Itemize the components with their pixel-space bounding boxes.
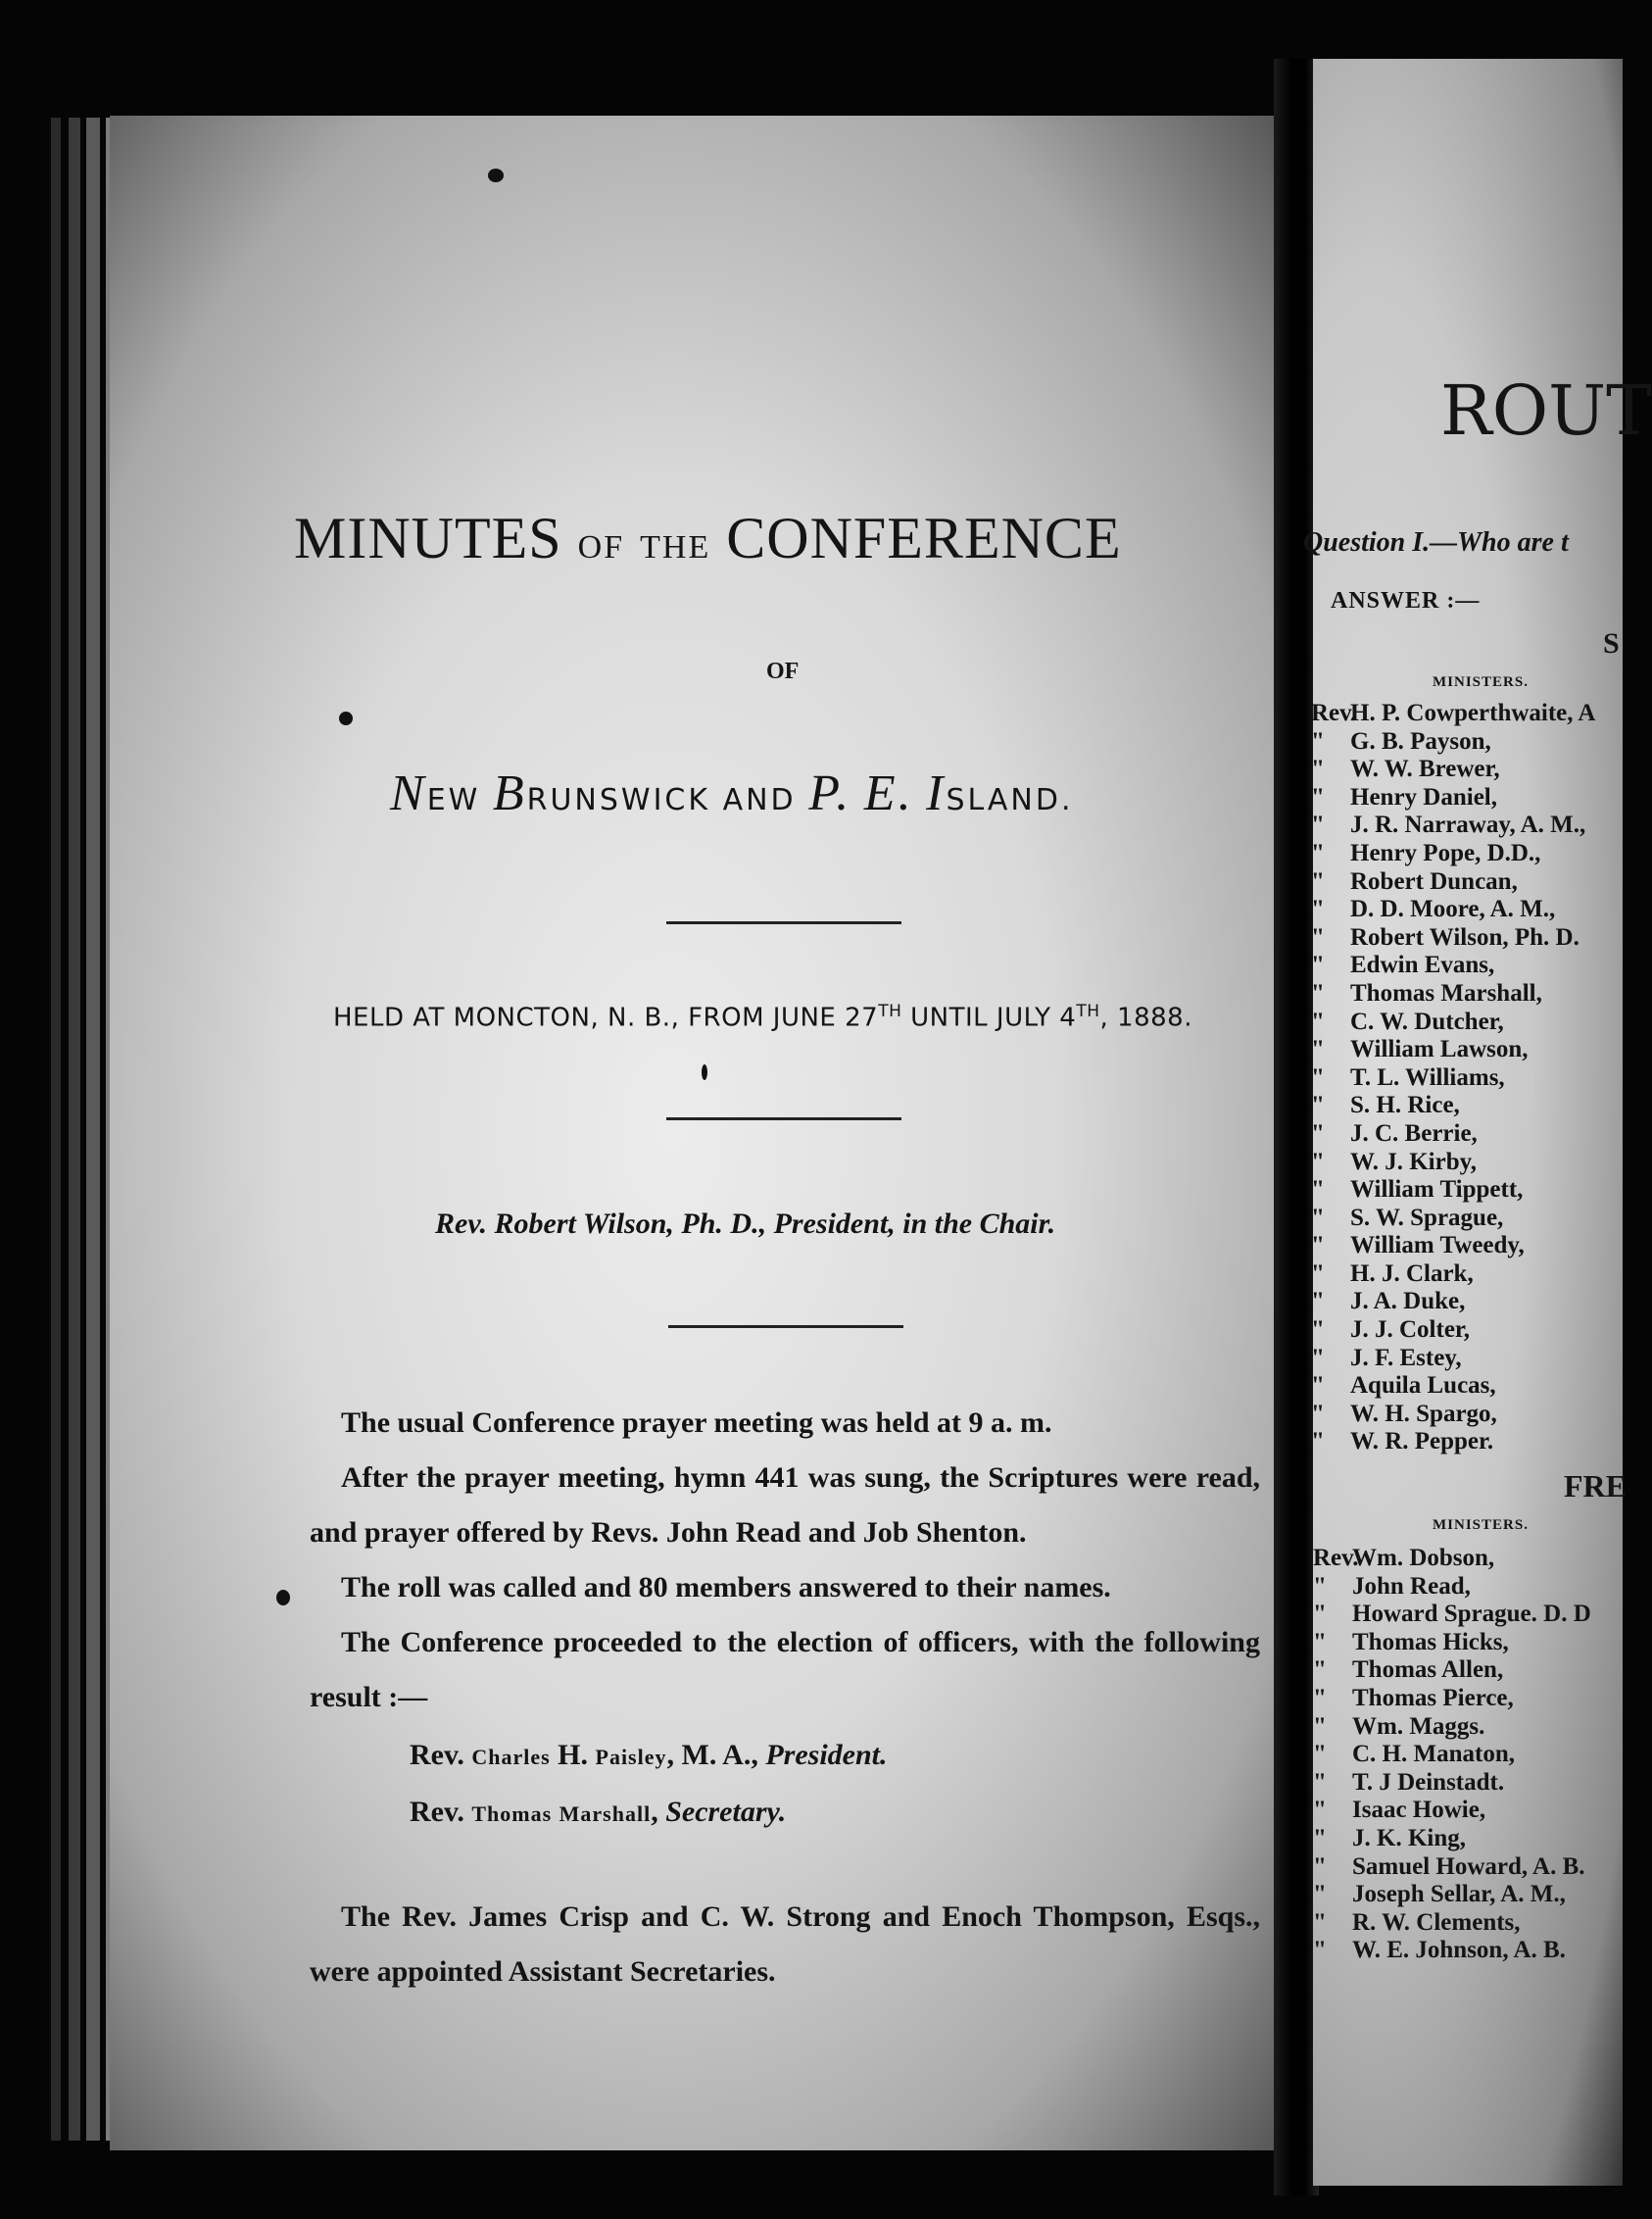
held-sup-b: TH <box>1076 1002 1100 1021</box>
name-prefix: " <box>1311 979 1325 1007</box>
name-prefix: " <box>1311 1063 1325 1091</box>
list-item <box>1313 1769 1591 1798</box>
minister-name: William Tweedy, <box>1350 1232 1525 1259</box>
list-item <box>1311 1345 1595 1373</box>
list-item <box>1311 1092 1595 1120</box>
name-prefix: " <box>1311 812 1325 839</box>
ministers-list <box>1311 700 1595 1456</box>
minister-name: J. K. King, <box>1352 1824 1466 1851</box>
name-prefix: " <box>1311 952 1325 979</box>
minister-name: William Tippett, <box>1350 1176 1524 1204</box>
minister-name: Joseph Sellar, A. M., <box>1352 1881 1566 1908</box>
officer-rev: Rev. <box>410 1796 464 1828</box>
title-word-the: THE <box>640 529 711 566</box>
officer-surname: Marshall <box>559 1801 652 1826</box>
minister-name: Thomas Marshall, <box>1350 979 1542 1007</box>
list-item <box>1311 1260 1595 1289</box>
region-initial-e: E. <box>863 765 914 821</box>
name-prefix: " <box>1313 1937 1327 1964</box>
name-prefix: Rev. <box>1313 1545 1359 1571</box>
minister-name: Edwin Evans, <box>1350 952 1495 979</box>
divider-rule <box>668 1325 903 1328</box>
list-item <box>1311 1372 1595 1401</box>
chair-line: Rev. Robert Wilson, Ph. D., President, in the Chair. <box>435 1208 1056 1240</box>
officer-name: Thomas <box>471 1801 553 1826</box>
minister-name: Robert Duncan, <box>1350 867 1518 895</box>
officer-role: President. <box>765 1739 888 1771</box>
title-region <box>390 764 1074 822</box>
region-word-runswick: RUNSWICK <box>526 783 711 817</box>
minister-name: G. B. Payson, <box>1350 727 1491 755</box>
list-item <box>1311 812 1595 840</box>
name-prefix: " <box>1311 1232 1325 1259</box>
list-item <box>1311 952 1595 980</box>
region-word-ew: EW <box>426 783 481 817</box>
minister-name: C. H. Manaton, <box>1352 1741 1515 1768</box>
region-initial-b: B <box>492 765 527 821</box>
question-line: Question I.—Who are t <box>1303 527 1569 558</box>
minister-name: W. E. Johnson, A. B. <box>1352 1937 1566 1964</box>
list-item <box>1311 1232 1595 1260</box>
paragraph-assistant-secretaries: The Rev. James Crisp and C. W. Strong and Enoch Thompson, Esqs., were appointed Assistant Secretaries. <box>310 1900 1260 1988</box>
minister-name: Henry Pope, D.D., <box>1350 839 1541 866</box>
page-title <box>294 505 1122 572</box>
name-prefix: " <box>1313 1684 1327 1711</box>
officer-president <box>410 1739 888 1772</box>
minister-name: Aquila Lucas, <box>1350 1372 1496 1400</box>
name-prefix: " <box>1311 923 1325 951</box>
officer-degree: , M. A., <box>666 1739 766 1771</box>
name-prefix: " <box>1311 1344 1325 1371</box>
minister-name: Isaac Howie, <box>1352 1797 1486 1824</box>
minister-name: John Read, <box>1352 1572 1471 1600</box>
ink-speck <box>339 712 353 725</box>
name-prefix: " <box>1313 1712 1327 1740</box>
name-prefix: " <box>1311 1148 1325 1175</box>
minister-name: T. L. Williams, <box>1350 1063 1505 1091</box>
list-item <box>1311 840 1595 868</box>
list-item <box>1311 868 1595 897</box>
minister-name: William Lawson, <box>1350 1036 1529 1063</box>
list-item <box>1313 1825 1591 1853</box>
officer-secretary: Rev. Thomas Marshall, Secretary. <box>410 1796 787 1828</box>
minister-name: W. R. Pepper. <box>1350 1428 1494 1455</box>
minister-name: T. J Deinstadt. <box>1352 1768 1505 1796</box>
list-item <box>1313 1545 1591 1573</box>
name-prefix: " <box>1311 783 1325 811</box>
ink-speck <box>702 1064 707 1080</box>
paragraph-hymn: After the prayer meeting, hymn 441 was sung, the Scriptures were read, and prayer offered by Revs. John Read and Job Shenton. <box>310 1461 1260 1549</box>
section-letter: S <box>1603 627 1620 660</box>
list-item <box>1311 728 1595 757</box>
minister-name: Howard Sprague. D. D <box>1352 1601 1591 1628</box>
list-item <box>1311 1401 1595 1429</box>
list-item <box>1311 1120 1595 1149</box>
name-prefix: " <box>1311 1372 1325 1400</box>
name-prefix: " <box>1311 896 1325 923</box>
name-prefix: " <box>1311 839 1325 866</box>
name-prefix: " <box>1313 1881 1327 1908</box>
list-item <box>1313 1685 1591 1713</box>
list-item <box>1311 1176 1595 1205</box>
ministers-heading: MINISTERS. <box>1433 1517 1529 1533</box>
list-item <box>1313 1629 1591 1657</box>
held-at-line <box>333 1002 1192 1033</box>
ink-speck <box>276 1590 290 1605</box>
list-item <box>1311 980 1595 1009</box>
name-prefix: " <box>1313 1656 1327 1684</box>
minister-name: Thomas Pierce, <box>1352 1684 1514 1711</box>
minister-name: C. W. Dutcher, <box>1350 1008 1504 1035</box>
list-item <box>1311 784 1595 813</box>
title-word-of: OF <box>577 529 625 566</box>
name-prefix: " <box>1311 1259 1325 1287</box>
title-word-conference: CONFERENCE <box>726 506 1122 570</box>
name-prefix: " <box>1313 1797 1327 1824</box>
officer-name: Charles <box>471 1745 551 1769</box>
held-text-c: , 1888. <box>1099 1003 1192 1033</box>
minister-name: Wm. Maggs. <box>1352 1712 1485 1740</box>
name-prefix: " <box>1313 1741 1327 1768</box>
minister-name: Thomas Allen, <box>1352 1656 1504 1684</box>
minister-name: J. A. Duke, <box>1350 1288 1466 1315</box>
minister-name: H. P. Cowperthwaite, A <box>1350 700 1596 726</box>
minister-name: Wm. Dobson, <box>1352 1545 1495 1571</box>
book-edge <box>69 118 80 2141</box>
minister-name: S. H. Rice, <box>1350 1092 1460 1119</box>
name-prefix: " <box>1311 1036 1325 1063</box>
name-prefix: " <box>1311 1204 1325 1231</box>
list-item <box>1311 1009 1595 1037</box>
list-item <box>1311 1036 1595 1064</box>
name-prefix: " <box>1311 1119 1325 1147</box>
name-prefix: " <box>1313 1852 1327 1880</box>
book-edge <box>86 118 100 2141</box>
officer-surname: Paisley <box>595 1745 667 1769</box>
title-connector: OF <box>766 659 800 684</box>
paragraph-prayer-meeting: The usual Conference prayer meeting was held at 9 a. m. <box>341 1406 1052 1439</box>
minister-name: W. W. Brewer, <box>1350 756 1500 783</box>
list-item <box>1311 924 1595 953</box>
minister-name: Henry Daniel, <box>1350 783 1497 811</box>
officer-role: Secretary. <box>665 1796 787 1828</box>
minister-name: J. F. Estey, <box>1350 1344 1462 1371</box>
held-sup-a: TH <box>878 1002 902 1021</box>
list-item <box>1311 1149 1595 1177</box>
title-word-minutes: MINUTES <box>294 506 562 570</box>
region-word-and: AND <box>722 783 797 817</box>
list-item <box>1311 896 1595 924</box>
minister-name: J. C. Berrie, <box>1350 1119 1478 1147</box>
ministers-heading: MINISTERS. <box>1433 674 1529 690</box>
name-prefix: " <box>1311 1428 1325 1455</box>
name-prefix: " <box>1313 1824 1327 1851</box>
paragraph-roll-call: The roll was called and 80 members answered to their names. <box>341 1571 1111 1603</box>
minister-name: Thomas Hicks, <box>1352 1628 1509 1655</box>
list-item <box>1313 1797 1591 1825</box>
list-item <box>1311 1064 1595 1093</box>
list-item <box>1313 1853 1591 1882</box>
list-item <box>1313 1713 1591 1742</box>
book-edge <box>51 118 61 2141</box>
list-item <box>1313 1601 1591 1629</box>
divider-rule <box>666 1117 901 1120</box>
name-prefix: " <box>1311 1288 1325 1315</box>
officer-initial: H. <box>558 1739 588 1771</box>
officer-rev: Rev. <box>410 1739 464 1771</box>
region-initial-n: N <box>390 765 427 821</box>
name-prefix: " <box>1311 1092 1325 1119</box>
minister-name: R. W. Clements, <box>1352 1908 1521 1936</box>
name-prefix: Rev. <box>1311 700 1357 726</box>
name-prefix: " <box>1311 1008 1325 1035</box>
name-prefix: " <box>1311 1176 1325 1204</box>
list-item <box>1311 1316 1595 1345</box>
name-prefix: " <box>1311 756 1325 783</box>
held-text-b: UNTIL JULY 4 <box>901 1003 1077 1033</box>
list-item <box>1311 1205 1595 1233</box>
minister-name: H. J. Clark, <box>1350 1259 1474 1287</box>
name-prefix: " <box>1311 1400 1325 1427</box>
list-item <box>1311 700 1595 728</box>
name-prefix: " <box>1313 1572 1327 1600</box>
section-heading: FRE <box>1564 1468 1627 1504</box>
name-prefix: " <box>1313 1768 1327 1796</box>
minister-name: J. R. Narraway, A. M., <box>1350 812 1586 839</box>
region-initial-i: I <box>926 765 947 821</box>
right-page-title: ROUT <box>1440 370 1652 451</box>
list-item <box>1313 1937 1591 1965</box>
divider-rule <box>666 921 901 924</box>
name-prefix: " <box>1313 1601 1327 1628</box>
list-item <box>1311 1288 1595 1316</box>
held-text-a: HELD AT MONCTON, N. B., FROM JUNE 27 <box>333 1003 879 1033</box>
ink-speck <box>488 169 504 182</box>
answer-label: ANSWER :— <box>1331 588 1481 614</box>
region-initial-p: P. <box>808 765 852 821</box>
minister-name: D. D. Moore, A. M., <box>1350 896 1556 923</box>
list-item <box>1313 1881 1591 1909</box>
ministers-list <box>1313 1545 1591 1965</box>
minister-name: J. J. Colter, <box>1350 1316 1470 1344</box>
list-item <box>1311 756 1595 784</box>
list-item <box>1311 1428 1595 1456</box>
minister-name: Samuel Howard, A. B. <box>1352 1852 1585 1880</box>
region-word-sland: SLAND. <box>946 783 1074 817</box>
name-prefix: " <box>1311 867 1325 895</box>
list-item <box>1313 1909 1591 1938</box>
name-prefix: " <box>1311 727 1325 755</box>
list-item <box>1313 1573 1591 1602</box>
minister-name: Robert Wilson, Ph. D. <box>1350 923 1579 951</box>
minister-name: W. H. Spargo, <box>1350 1400 1497 1427</box>
name-prefix: " <box>1311 1316 1325 1344</box>
left-page <box>110 116 1282 2150</box>
name-prefix: " <box>1313 1628 1327 1655</box>
minister-name: S. W. Sprague, <box>1350 1204 1504 1231</box>
list-item <box>1313 1656 1591 1685</box>
paragraph-election: The Conference proceeded to the election of officers, with the following result :— <box>310 1626 1260 1713</box>
minister-name: W. J. Kirby, <box>1350 1148 1477 1175</box>
list-item <box>1313 1741 1591 1769</box>
name-prefix: " <box>1313 1908 1327 1936</box>
